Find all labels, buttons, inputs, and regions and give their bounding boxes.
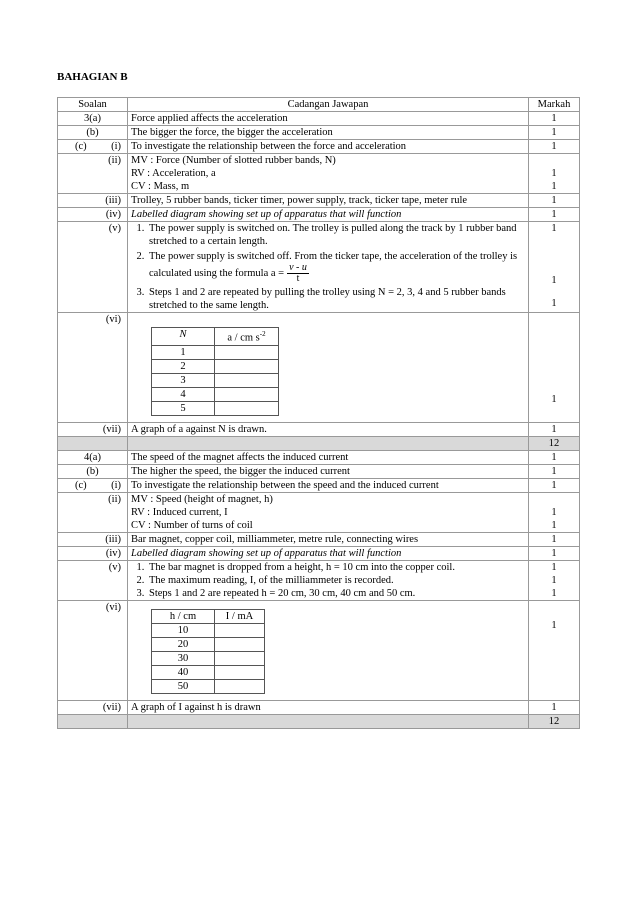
cv-text: CV : Number of turns of coil [131, 519, 253, 531]
question-label: 3(a) [84, 113, 101, 124]
table-row [58, 422, 580, 436]
rv-text: RV : Induced current, I [131, 506, 228, 518]
sub-label: (iv) [105, 547, 121, 559]
table-row [58, 478, 580, 492]
question-label: (c) [75, 141, 87, 152]
results-cell-empty [215, 651, 265, 665]
answer-text: To investigate the relationship between the force and acceleration [128, 140, 529, 154]
results-col-h: h / cm [152, 609, 215, 623]
table-row [58, 126, 580, 140]
header-markah: Markah [529, 98, 580, 112]
table-row [58, 222, 580, 313]
results-cell-empty [215, 387, 279, 401]
sub-label: (i) [111, 141, 121, 152]
question-label: (b) [86, 127, 99, 138]
results-cell: 3 [152, 373, 215, 387]
table-row [58, 154, 580, 194]
table-row [58, 194, 580, 208]
results-cell-empty [215, 345, 279, 359]
table-row [58, 140, 580, 154]
sub-label: (iii) [105, 195, 121, 206]
mark: 1 [551, 275, 557, 286]
mark: 1 [529, 532, 580, 546]
sub-label: (vi) [105, 314, 121, 325]
table-row [58, 600, 580, 700]
answer-text: The bigger the force, the bigger the acceleration [128, 126, 529, 140]
mark: 1 [529, 313, 580, 423]
mark: 1 [529, 450, 580, 464]
section-title: BAHAGIAN B [57, 71, 128, 83]
mark: 1 [529, 478, 580, 492]
question-label: (c) [75, 479, 87, 491]
mark: 1 [551, 587, 557, 599]
sub-label: (iii) [105, 533, 121, 545]
results-col-n: N [152, 328, 215, 346]
answer-table [57, 97, 580, 729]
table-row [58, 464, 580, 478]
results-cell-empty [215, 401, 279, 415]
mark: 1 [529, 546, 580, 560]
sub-label: (ii) [108, 493, 121, 505]
table-row [58, 112, 580, 126]
sub-label: (i) [111, 479, 121, 491]
answer-text: Trolley, 5 rubber bands, ticker timer, power supply, track, ticker tape, meter rule [128, 194, 529, 208]
results-cell: 1 [152, 345, 215, 359]
results-cell-empty [215, 359, 279, 373]
sub-label: (v) [108, 561, 121, 573]
formula-denominator: t [296, 273, 300, 284]
results-cell: 4 [152, 387, 215, 401]
formula-fraction [287, 263, 309, 284]
procedure-step-text: The power supply is switched off. From the ticker tape, the acceleration of the trolley is calculated using the formula a = [149, 251, 518, 279]
procedure-step: 1. The power supply is switched on. The trolley is pulled along the track by 1 rubber band stretched to a certain length. [147, 222, 525, 248]
table-row [58, 532, 580, 546]
question-label: (b) [86, 465, 99, 477]
procedure-list [131, 561, 525, 600]
answer-text: To investigate the relationship between the speed and the induced current [128, 478, 529, 492]
sub-label: (v) [108, 223, 121, 234]
results-cell: 20 [152, 637, 215, 651]
mark: 1 [551, 561, 557, 573]
sub-label: (vi) [105, 601, 121, 613]
mark: 1 [529, 194, 580, 208]
answer-text: The higher the speed, the bigger the induced current [128, 464, 529, 478]
results-cell: 30 [152, 651, 215, 665]
table-row [58, 492, 580, 532]
mark: 1 [529, 600, 580, 700]
mark: 1 [551, 298, 557, 309]
mark: 1 [529, 464, 580, 478]
results-cell-empty [215, 679, 265, 693]
mark: 1 [551, 574, 557, 586]
table-row [58, 700, 580, 714]
total-row [58, 436, 580, 450]
answer-text: The speed of the magnet affects the induced current [128, 450, 529, 464]
results-cell-empty [215, 637, 265, 651]
total-mark: 12 [529, 436, 580, 450]
mark: 1 [551, 519, 557, 531]
answer-text: A graph of a against N is drawn. [128, 422, 529, 436]
table-row [58, 450, 580, 464]
results-cell-empty [215, 623, 265, 637]
procedure-step [147, 250, 525, 284]
results-cell: 2 [152, 359, 215, 373]
total-mark: 12 [529, 714, 580, 728]
mark: 1 [551, 168, 557, 179]
mark: 1 [529, 700, 580, 714]
sub-label: (iv) [105, 209, 121, 220]
results-cell: 5 [152, 401, 215, 415]
header-row [58, 98, 580, 112]
procedure-list [131, 222, 525, 312]
procedure-step: 2. The maximum reading, I, of the milliammeter is recorded. [147, 574, 525, 587]
header-cadangan: Cadangan Jawapan [128, 98, 529, 112]
mv-text: MV : Force (Number of slotted rubber bands, N) [131, 155, 336, 166]
header-soalan: Soalan [58, 98, 128, 112]
sub-label: (vii) [102, 701, 121, 713]
answer-text: Labelled diagram showing set up of apparatus that will function [128, 208, 529, 222]
formula-numerator: v - u [289, 262, 307, 273]
mark: 1 [551, 223, 557, 234]
mark: 1 [551, 506, 557, 518]
results-cell: 10 [152, 623, 215, 637]
answer-text: Labelled diagram showing set up of apparatus that will function [128, 546, 529, 560]
mark: 1 [529, 126, 580, 140]
rv-text: RV : Acceleration, a [131, 168, 216, 179]
results-cell-empty [215, 665, 265, 679]
answer-text: A graph of I against h is drawn [128, 700, 529, 714]
results-cell: 40 [152, 665, 215, 679]
procedure-step: 3. Steps 1 and 2 are repeated by pulling the trolley using N = 2, 3, 4 and 5 rubber bands stretched to the same length. [147, 286, 525, 312]
results-table [151, 609, 265, 694]
mark: 1 [551, 181, 557, 192]
table-row [58, 546, 580, 560]
mark: 1 [529, 140, 580, 154]
mark: 1 [529, 422, 580, 436]
mark: 1 [529, 112, 580, 126]
procedure-step: 3. Steps 1 and 2 are repeated h = 20 cm, 30 cm, 40 cm and 50 cm. [147, 587, 525, 600]
sub-label: (ii) [108, 155, 121, 166]
total-row [58, 714, 580, 728]
results-col-i: I / mA [215, 609, 265, 623]
sub-label: (vii) [102, 423, 121, 435]
mv-text: MV : Speed (height of magnet, h) [131, 493, 273, 505]
procedure-step: 1. The bar magnet is dropped from a height, h = 10 cm into the copper coil. [147, 561, 525, 574]
table-row [58, 208, 580, 222]
table-row [58, 313, 580, 423]
cv-text: CV : Mass, m [131, 181, 190, 192]
table-row [58, 560, 580, 600]
results-col-a: a / cm $s^{-2}$ [215, 328, 279, 346]
results-table [151, 327, 279, 416]
mark: 1 [529, 208, 580, 222]
results-cell: 50 [152, 679, 215, 693]
question-label: 4(a) [84, 451, 101, 463]
results-cell-empty [215, 373, 279, 387]
answer-text: Force applied affects the acceleration [128, 112, 529, 126]
answer-text: Bar magnet, copper coil, milliammeter, metre rule, connecting wires [128, 532, 529, 546]
